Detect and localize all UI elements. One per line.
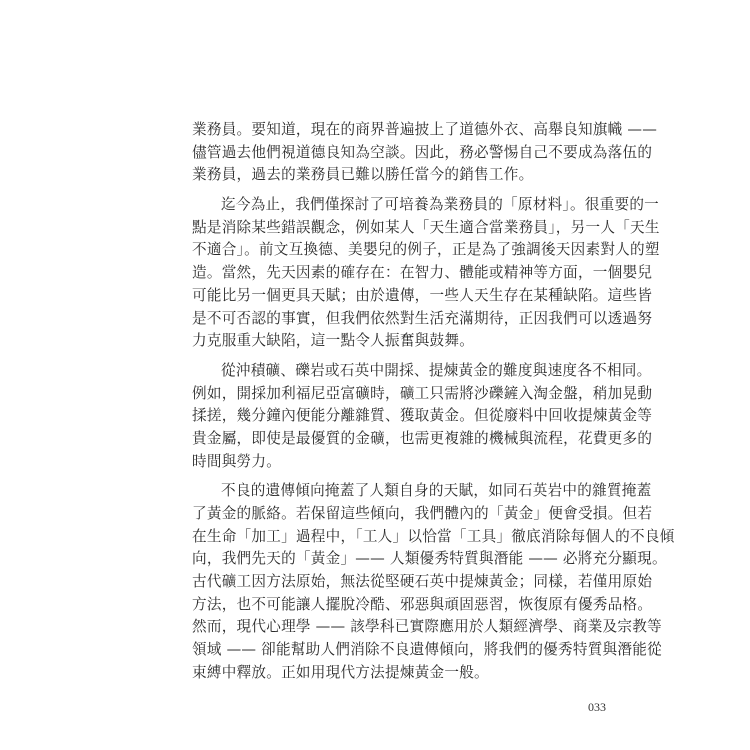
text-line: 方法，也不可能讓人擺脫冷酷、邪惡與頑固惡習，恢復原有優秀品格。	[192, 595, 653, 613]
text-line: 時間與勞力。	[192, 452, 282, 470]
text-line: 點是消除某些錯誤觀念，例如某人「天生適合當業務員」，另一人「天生	[192, 218, 660, 236]
text-line: 業務員。要知道，現在的商界普遍披上了道德外衣、高舉良知旗幟 ——	[192, 121, 658, 138]
text-line: 從沖積礦、礫岩或石英中開採、提煉黃金的難度與速度各不相同。	[221, 361, 652, 379]
paragraph-2	[192, 194, 660, 353]
paragraph-3	[192, 360, 653, 473]
text-line: 是不可否認的事實，但我們依然對生活充滿期待，正因我們可以透過努	[192, 309, 653, 327]
text-line: 迄今為止，我們僅探討了可培養為業務員的「原材料」。很重要的一	[221, 196, 660, 214]
text-line: 貴金屬，即使是最優質的金礦，也需更複雜的機械與流程，花費更多的	[192, 429, 653, 447]
body-text	[192, 119, 675, 692]
text-line: 可能比另一個更具天賦；由於遺傳，一些人天生存在某種缺陷。這些皆	[192, 286, 653, 304]
paragraph-4	[192, 480, 675, 684]
text-line: 古代礦工因方法原始，無法從堅硬石英中提煉黃金；同樣，若僅用原始	[192, 573, 653, 591]
paragraph-1	[192, 119, 658, 187]
text-line: 領域 —— 卻能幫助人們消除不良遺傳傾向，將我們的優秀特質與潛能從	[192, 641, 662, 659]
text-line: 向，我們先天的「黃金」—— 人類優秀特質與潛能 —— 必將充分顯現。	[192, 550, 667, 568]
text-line: 束縛中釋放。正如用現代方法提煉黃金一般。	[192, 663, 489, 681]
text-line: 不良的遺傳傾向掩蓋了人類自身的天賦，如同石英岩中的雜質掩蓋	[221, 482, 652, 500]
text-line: 業務員，過去的業務員已難以勝任當今的銷售工作。	[192, 166, 534, 184]
text-line: 例如，開採加利福尼亞富礦時，礦工只需將沙礫鏟入淘金盤，稍加晃動	[192, 384, 653, 402]
text-line: 力克服重大缺陷，這一點令人振奮與鼓舞。	[192, 332, 475, 350]
text-line: 儘管過去他們視道德良知為空談。因此，務必警惕自己不要成為落伍的	[192, 143, 653, 161]
text-line: 然而，現代心理學 —— 該學科已實際應用於人類經濟學、商業及宗教等	[192, 618, 662, 636]
page-number: 033	[588, 700, 606, 714]
text-line: 在生命「加工」過程中，「工人」以恰當「工具」徹底消除每個人的不良傾	[192, 527, 675, 545]
text-line: 了黃金的脈絡。若保留這些傾向，我們體內的「黃金」便會受損。但若	[192, 505, 653, 522]
text-line: 不適合」。前文互換德、美嬰兒的例子，正是為了強調後天因素對人的塑	[192, 241, 660, 259]
text-line: 造。當然，先天因素的確存在：在智力、體能或精神等方面，一個嬰兒	[192, 264, 653, 282]
text-line: 揉搓，幾分鐘內便能分離雜質、獲取黃金。但從廢料中回收提煉黃金等	[192, 407, 653, 425]
